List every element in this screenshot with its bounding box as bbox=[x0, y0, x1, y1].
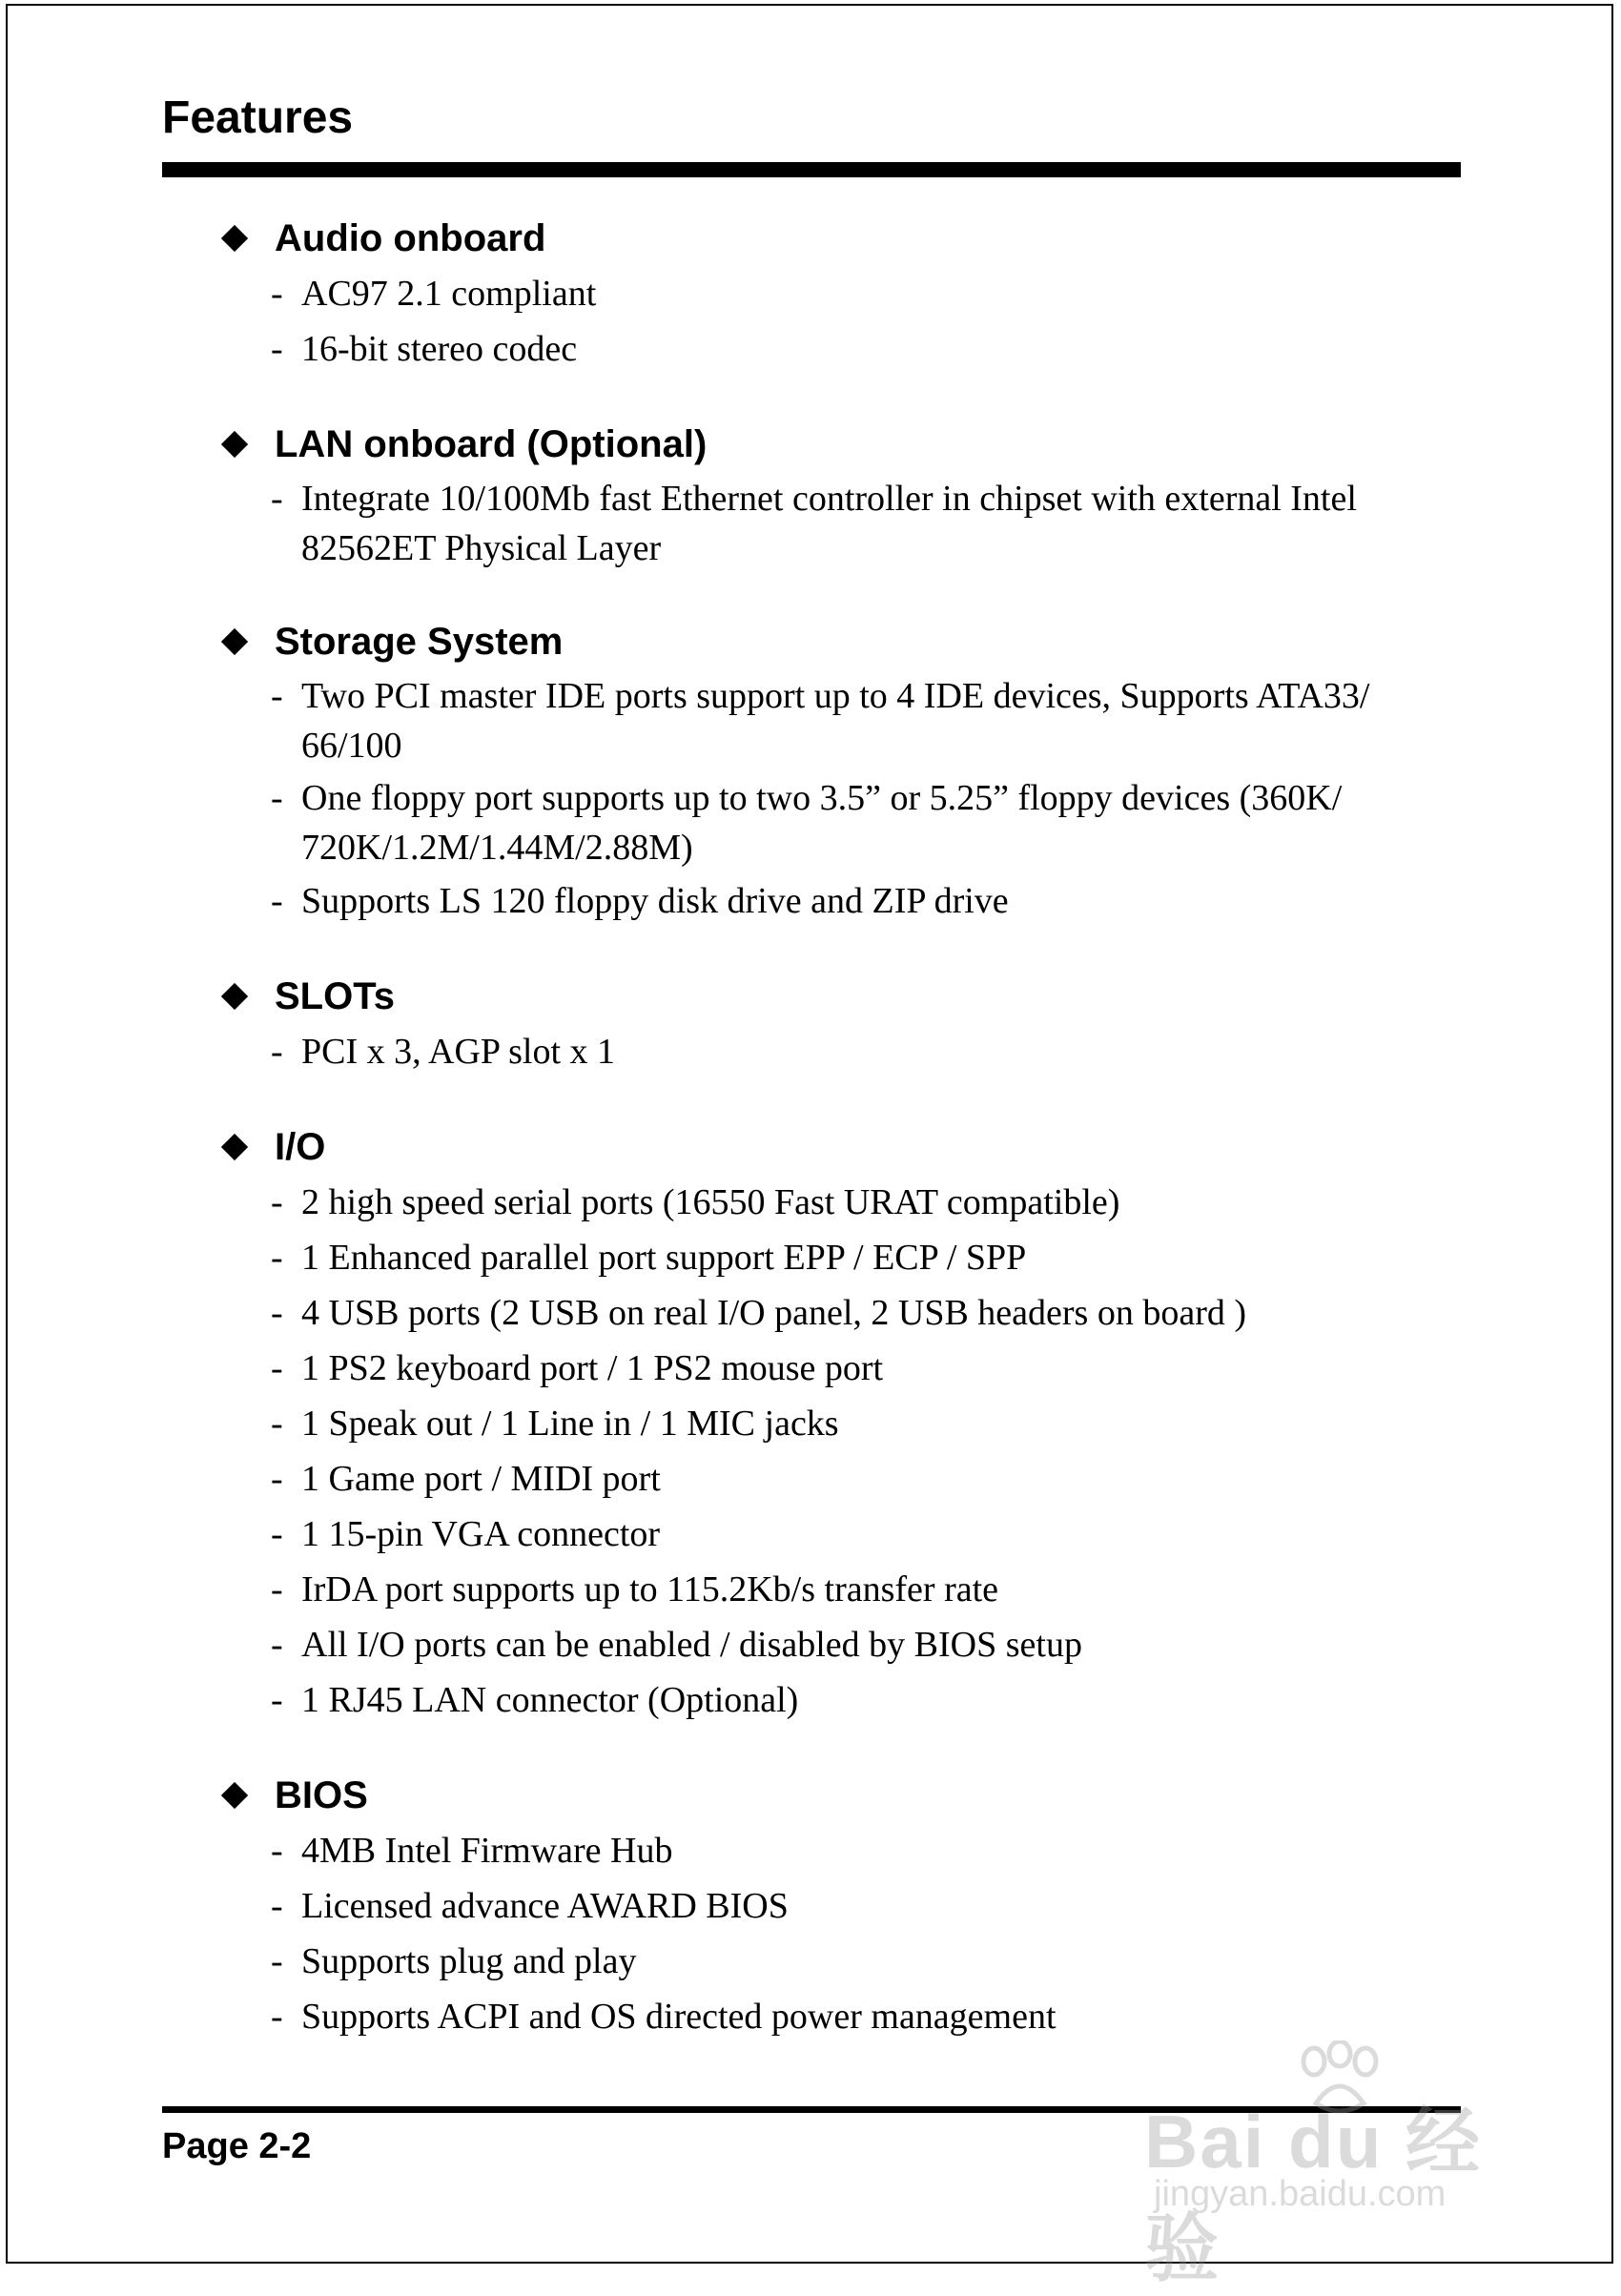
heading-text: Audio onboard bbox=[275, 216, 546, 259]
diamond-bullet-icon bbox=[221, 431, 248, 458]
section-lan bbox=[221, 418, 1461, 573]
section-heading bbox=[221, 212, 1461, 265]
list-item: - 2 high speed serial ports (16550 Fast URAT compatible) bbox=[271, 1182, 1120, 1222]
section-storage bbox=[221, 615, 1461, 928]
list-item: - 4MB Intel Firmware Hub bbox=[271, 1831, 673, 1871]
list-item: - IrDA port supports up to 115.2Kb/s transfer rate bbox=[271, 1569, 999, 1609]
list-item: - 1 Enhanced parallel port support EPP / ECP / SPP bbox=[271, 1238, 1027, 1278]
list-item: - PCI x 3, AGP slot x 1 bbox=[271, 1032, 616, 1072]
heading-text: BIOS bbox=[275, 1773, 368, 1816]
section-bios bbox=[221, 1769, 1461, 2043]
section-heading bbox=[221, 418, 1461, 471]
header-rule bbox=[162, 162, 1461, 177]
list-item: - 1 15-pin VGA connector bbox=[271, 1514, 661, 1554]
heading-text: Storage System bbox=[275, 620, 564, 663]
list-item: - 1 Game port / MIDI port bbox=[271, 1459, 661, 1499]
diamond-bullet-icon bbox=[221, 225, 248, 252]
section-slots bbox=[221, 970, 1461, 1078]
watermark-url: jingyan.baidu.com bbox=[1154, 2174, 1447, 2214]
diamond-bullet-icon bbox=[221, 1134, 248, 1160]
diamond-bullet-icon bbox=[221, 628, 248, 655]
diamond-bullet-icon bbox=[221, 983, 248, 1010]
list-item: - 1 Speak out / 1 Line in / 1 MIC jacks bbox=[271, 1404, 839, 1444]
section-heading bbox=[221, 1769, 1461, 1822]
section-heading bbox=[221, 970, 1461, 1023]
list-item: - 1 RJ45 LAN connector (Optional) bbox=[271, 1680, 799, 1720]
section-heading bbox=[221, 1120, 1461, 1174]
list-item: - All I/O ports can be enabled / disabled by BIOS setup bbox=[271, 1625, 1082, 1665]
page-title: Features bbox=[162, 92, 354, 143]
list-item: - Supports LS 120 floppy disk drive and ZIP drive bbox=[271, 881, 1009, 921]
section-audio bbox=[221, 212, 1461, 376]
list-item: - 16-bit stereo codec bbox=[271, 329, 578, 369]
list-item: - Supports plug and play bbox=[271, 1941, 637, 1981]
list-item: - AC97 2.1 compliant bbox=[271, 274, 597, 314]
list-item: - Two PCI master IDE ports support up to 4 IDE devices, Supports ATA33/ 66/100 bbox=[271, 676, 1370, 766]
heading-text: LAN onboard (Optional) bbox=[275, 422, 708, 465]
list-item: - Integrate 10/100Mb fast Ethernet controller in chipset with external Intel 82562ET Physical Layer bbox=[271, 479, 1357, 568]
list-item: - 4 USB ports (2 USB on real I/O panel, 2 USB headers on board ) bbox=[271, 1293, 1247, 1333]
diamond-bullet-icon bbox=[221, 1782, 248, 1809]
baidu-watermark bbox=[1144, 2040, 1545, 2290]
watermark-brand: Bai du 经验 bbox=[1144, 2100, 1483, 2290]
list-item: - 1 PS2 keyboard port / 1 PS2 mouse port bbox=[271, 1348, 884, 1388]
section-heading bbox=[221, 615, 1461, 668]
list-item: - Supports ACPI and OS directed power management bbox=[271, 1997, 1057, 2037]
list-item: - Licensed advance AWARD BIOS bbox=[271, 1886, 789, 1926]
list-item: - One floppy port supports up to two 3.5” or 5.25” floppy devices (360K/ 720K/1.2M/1.44M/2.88M) bbox=[271, 778, 1343, 868]
section-io bbox=[221, 1120, 1461, 1727]
features-list bbox=[221, 212, 1461, 2085]
page-number: Page 2-2 bbox=[162, 2126, 312, 2166]
heading-text: I/O bbox=[275, 1125, 326, 1168]
heading-text: SLOTs bbox=[275, 974, 395, 1017]
